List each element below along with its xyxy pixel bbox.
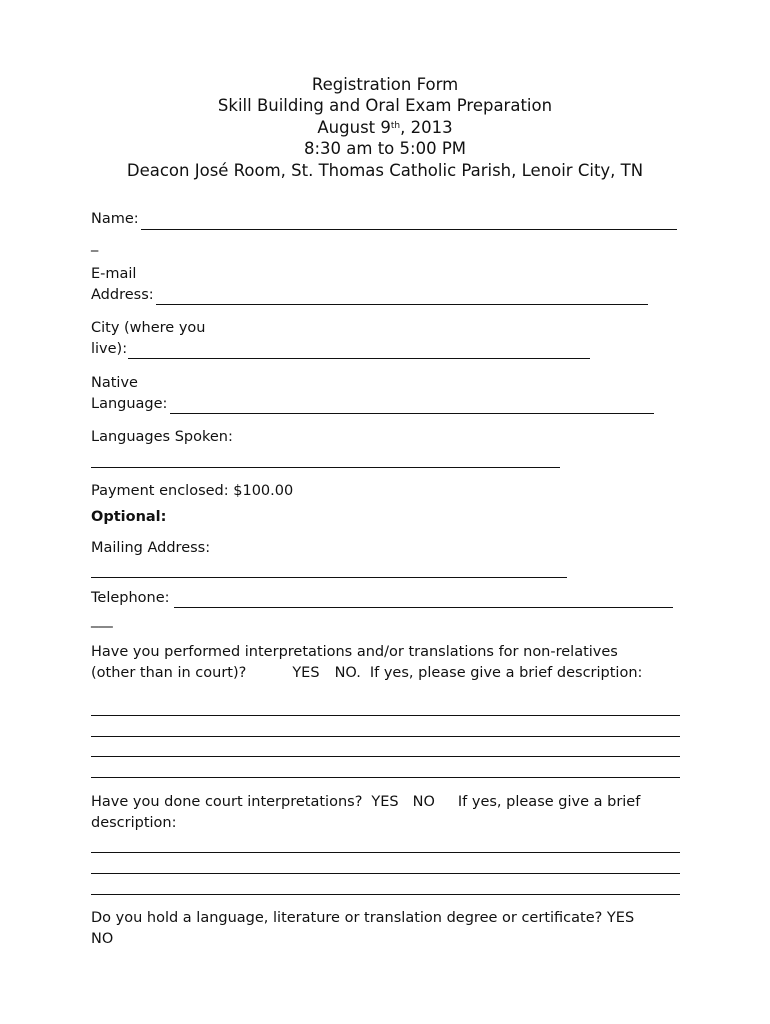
native-language-field-line[interactable] [170, 413, 654, 414]
event-location: Deacon José Room, St. Thomas Catholic Parish, Lenoir City, TN [126, 160, 644, 180]
question-court-interpretations-line2: description: [91, 815, 177, 831]
question-court-interpretations-line1 [91, 792, 640, 813]
q2-yes-option[interactable]: YES [371, 794, 399, 810]
question-court-interpretations: Have you done court interpretations? [91, 794, 363, 810]
mailing-address-field-line[interactable] [91, 577, 567, 578]
form-subtitle: Skill Building and Oral Exam Preparation [217, 96, 553, 116]
question-degree-line1: Do you hold a language, literature or translation degree or certificate? YES [91, 910, 635, 926]
city-label-line1: City (where you [91, 320, 206, 336]
payment-enclosed: Payment enclosed: $100.00 [91, 483, 294, 499]
mailing-address-label: Mailing Address: [91, 540, 211, 556]
question-interpretations-line1: Have you performed interpretations and/or translations for non-relatives [91, 644, 618, 660]
event-date-year: , 2013 [400, 117, 453, 137]
event-date-month-day: August 9 [317, 117, 391, 137]
languages-spoken-field-line[interactable] [91, 467, 560, 468]
event-time: 8:30 am to 5:00 PM [303, 139, 467, 159]
form-header [0, 74, 770, 181]
q2-answer-line-1[interactable] [91, 852, 680, 853]
email-label-line1: E-mail [91, 266, 137, 282]
q2-description-prompt: If yes, please give a brief [457, 794, 641, 810]
q1-answer-line-4[interactable] [91, 777, 680, 778]
optional-heading: Optional: [91, 509, 167, 525]
q1-answer-line-1[interactable] [91, 715, 680, 716]
name-label: Name: [91, 211, 139, 227]
telephone-label: Telephone: [91, 590, 170, 606]
q1-answer-line-2[interactable] [91, 736, 680, 737]
q1-no-option[interactable]: NO. [334, 665, 361, 681]
native-language-label-line1: Native [91, 375, 138, 391]
question-interpretations-context: (other than in court)? [91, 665, 247, 681]
native-language-label-line2: Language: [91, 396, 168, 412]
city-field-line[interactable] [128, 358, 590, 359]
name-field-overflow: _ [91, 236, 99, 252]
q1-yes-option[interactable]: YES [292, 665, 320, 681]
question-interpretations-line2 [91, 663, 642, 684]
q1-answer-line-3[interactable] [91, 756, 680, 757]
email-label-line2: Address: [91, 287, 154, 303]
telephone-field-line[interactable] [174, 607, 673, 608]
q2-answer-line-3[interactable] [91, 894, 680, 895]
q2-no-option[interactable]: NO [412, 794, 435, 810]
email-field-line[interactable] [156, 304, 648, 305]
event-date-suffix: th [390, 120, 401, 131]
telephone-field-overflow: ___ [91, 612, 113, 628]
q2-answer-line-2[interactable] [91, 873, 680, 874]
name-field-line[interactable] [141, 229, 677, 230]
question-degree-line2: NO [91, 931, 114, 947]
q1-description-prompt: If yes, please give a brief description: [369, 665, 643, 681]
form-title: Registration Form [311, 75, 459, 94]
languages-spoken-label: Languages Spoken: [91, 429, 233, 445]
event-date [0, 117, 770, 138]
city-label-line2: live): [91, 341, 128, 357]
